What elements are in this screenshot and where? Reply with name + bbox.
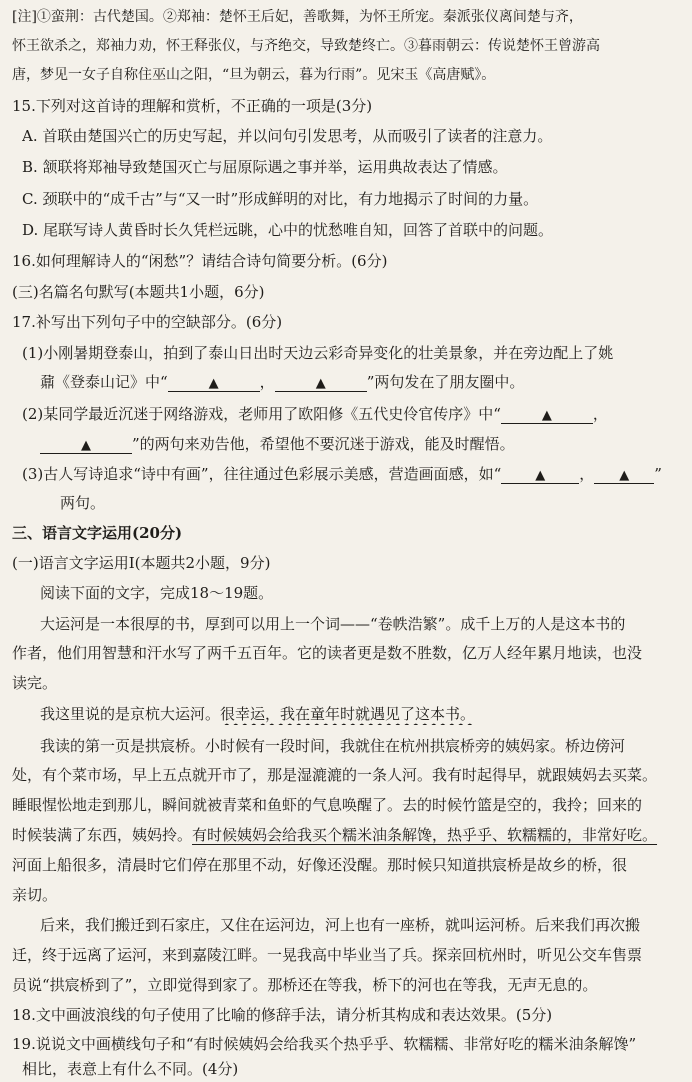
question-15-option-a: A. 首联由楚国兴亡的历史写起，并以问句引发思考，从而吸引了读者的注意力。	[22, 127, 553, 145]
passage-p2: 我这里说的是京杭大运河。很幸运，我在童年时就遇见了这本书。	[40, 705, 476, 723]
passage-p3-line-4: 时候装满了东西，姨妈拎。有时候姨妈会给我买个糯米油条解馋，热乎乎、软糯糯的，非常好吃。	[12, 826, 658, 844]
passage-p3-line-6: 亲切。	[12, 886, 58, 904]
question-19-line-2: 相比，表意上有什么不同。(4分)	[22, 1060, 239, 1078]
answer-blank[interactable]: ▲	[40, 435, 132, 454]
question-17-item-3-line-2: 两句。	[60, 494, 106, 512]
part-3-heading: 三、语言文字运用(20分)	[12, 524, 183, 542]
passage-p3-line-5: 河面上船很多，清晨时它们停在那里不动，好像还没醒。那时候只知道拱宸桥是故乡的桥，很	[12, 856, 628, 874]
question-17-item-2-line-1: (2)某同学最近沉迷于网络游戏，老师用了欧阳修《五代史伶官传序》中“ ▲ ，	[22, 405, 608, 423]
passage-p1-line-1: 大运河是一本很厚的书，厚到可以用上一个词——“卷帙浩繁”。成千上万的人是这本书的	[40, 615, 626, 633]
question-17-stem: 17.补写出下列句子中的空缺部分。(6分)	[12, 313, 283, 331]
answer-blank[interactable]: ▲	[501, 405, 593, 424]
question-15-option-c: C. 颈联中的“成千古”与“又一时”形成鲜明的对比，有力地揭示了时间的力量。	[22, 190, 539, 208]
question-15-stem: 15.下列对这首诗的理解和赏析，不正确的一项是(3分)	[12, 97, 373, 115]
passage-p4-line-2: 迁，终于远离了运河，来到嘉陵江畔。一晃我高中毕业当了兵。探亲回杭州时，听见公交车售票	[12, 946, 643, 964]
question-17-item-1-line-1: (1)小刚暑期登泰山，拍到了泰山日出时天边云彩奇异变化的壮美景象，并在旁边配上了姚	[22, 344, 614, 362]
question-16: 16.如何理解诗人的“闲愁”？请结合诗句简要分析。(6分)	[12, 252, 388, 270]
passage-p3-line-1: 我读的第一页是拱宸桥。小时候有一段时间，我就住在杭州拱宸桥旁的姨妈家。桥边傍河	[40, 737, 626, 755]
question-17-item-3-line-1: (3)古人写诗追求“诗中有画”，往往通过色彩展示美感，营造画面感，如“ ▲ ， ▲ ”	[22, 465, 662, 483]
question-18: 18.文中画波浪线的句子使用了比喻的修辞手法，请分析其构成和表达效果。(5分)	[12, 1006, 553, 1024]
passage-p4-line-3: 员说“拱宸桥到了”，立即觉得到家了。那桥还在等我，桥下的河也在等我，无声无息的。	[12, 976, 598, 994]
question-17-item-1-line-2: 鼐《登泰山记》中“ ▲ ， ▲ ”两句发在了朋友圈中。	[40, 373, 525, 391]
wavy-underlined-sentence: 很幸运，我在童年时就遇见了这本书。	[220, 705, 476, 723]
answer-blank[interactable]: ▲	[168, 373, 260, 392]
passage-p1-line-2: 作者，他们用智慧和汗水写了两千五百年。它的读者更是数不胜数，亿万人经年累月地读，也没	[12, 644, 643, 662]
question-15-option-b: B. 颔联将郑袖导致楚国灭亡与屈原际遇之事并举，运用典故表达了情感。	[22, 158, 508, 176]
passage-p3-line-3: 睡眼惺忪地走到那儿，瞬间就被青菜和鱼虾的气息唤醒了。去的时候竹篮是空的，我拎；回来的	[12, 796, 643, 814]
part-3-subheading: (一)语言文字运用Ⅰ(本题共2小题，9分)	[12, 554, 271, 572]
question-19-line-1: 19.说说文中画横线句子和“有时候姨妈会给我买个热乎乎、软糯糯、非常好吃的糯米油条解馋”	[12, 1035, 637, 1053]
passage-p4-line-1: 后来，我们搬迁到石家庄，又住在运河边，河上也有一座桥，就叫运河桥。后来我们再次搬	[40, 916, 641, 934]
note-line-1: [注]①蛮荆：古代楚国。②郑袖：楚怀王后妃，善歌舞，为怀王所宠。秦派张仪离间楚与齐，	[12, 9, 583, 25]
passage-p1-line-3: 读完。	[12, 674, 58, 692]
reading-prompt: 阅读下面的文字，完成18～19题。	[40, 584, 274, 602]
passage-p3-line-2: 处，有个菜市场，早上五点就开市了，那是湿漉漉的一条人河。我有时起得早，就跟姨妈去买菜。	[12, 766, 658, 784]
answer-blank[interactable]: ▲	[275, 373, 367, 392]
section-3-heading: (三)名篇名句默写(本题共1小题，6分)	[12, 283, 265, 301]
note-line-2: 怀王欲杀之，郑袖力劝，怀王释张仪，与齐绝交，导致楚终亡。③暮雨朝云：传说楚怀王曾游高	[12, 38, 600, 54]
underlined-sentence: 有时候姨妈会给我买个糯米油条解馋，热乎乎、软糯糯的，非常好吃。	[192, 826, 658, 844]
answer-blank[interactable]: ▲	[501, 465, 579, 484]
question-15-option-d: D. 尾联写诗人黄昏时长久凭栏远眺，心中的忧愁唯自知，回答了首联中的问题。	[22, 221, 554, 239]
question-17-item-2-line-2: ▲ ”的两句来劝告他，希望他不要沉迷于游戏，能及时醒悟。	[40, 433, 684, 455]
note-line-3: 唐，梦见一女子自称住巫山之阳，“旦为朝云，暮为行雨”。见宋玉《高唐赋》。	[12, 67, 496, 83]
answer-blank[interactable]: ▲	[594, 465, 654, 484]
